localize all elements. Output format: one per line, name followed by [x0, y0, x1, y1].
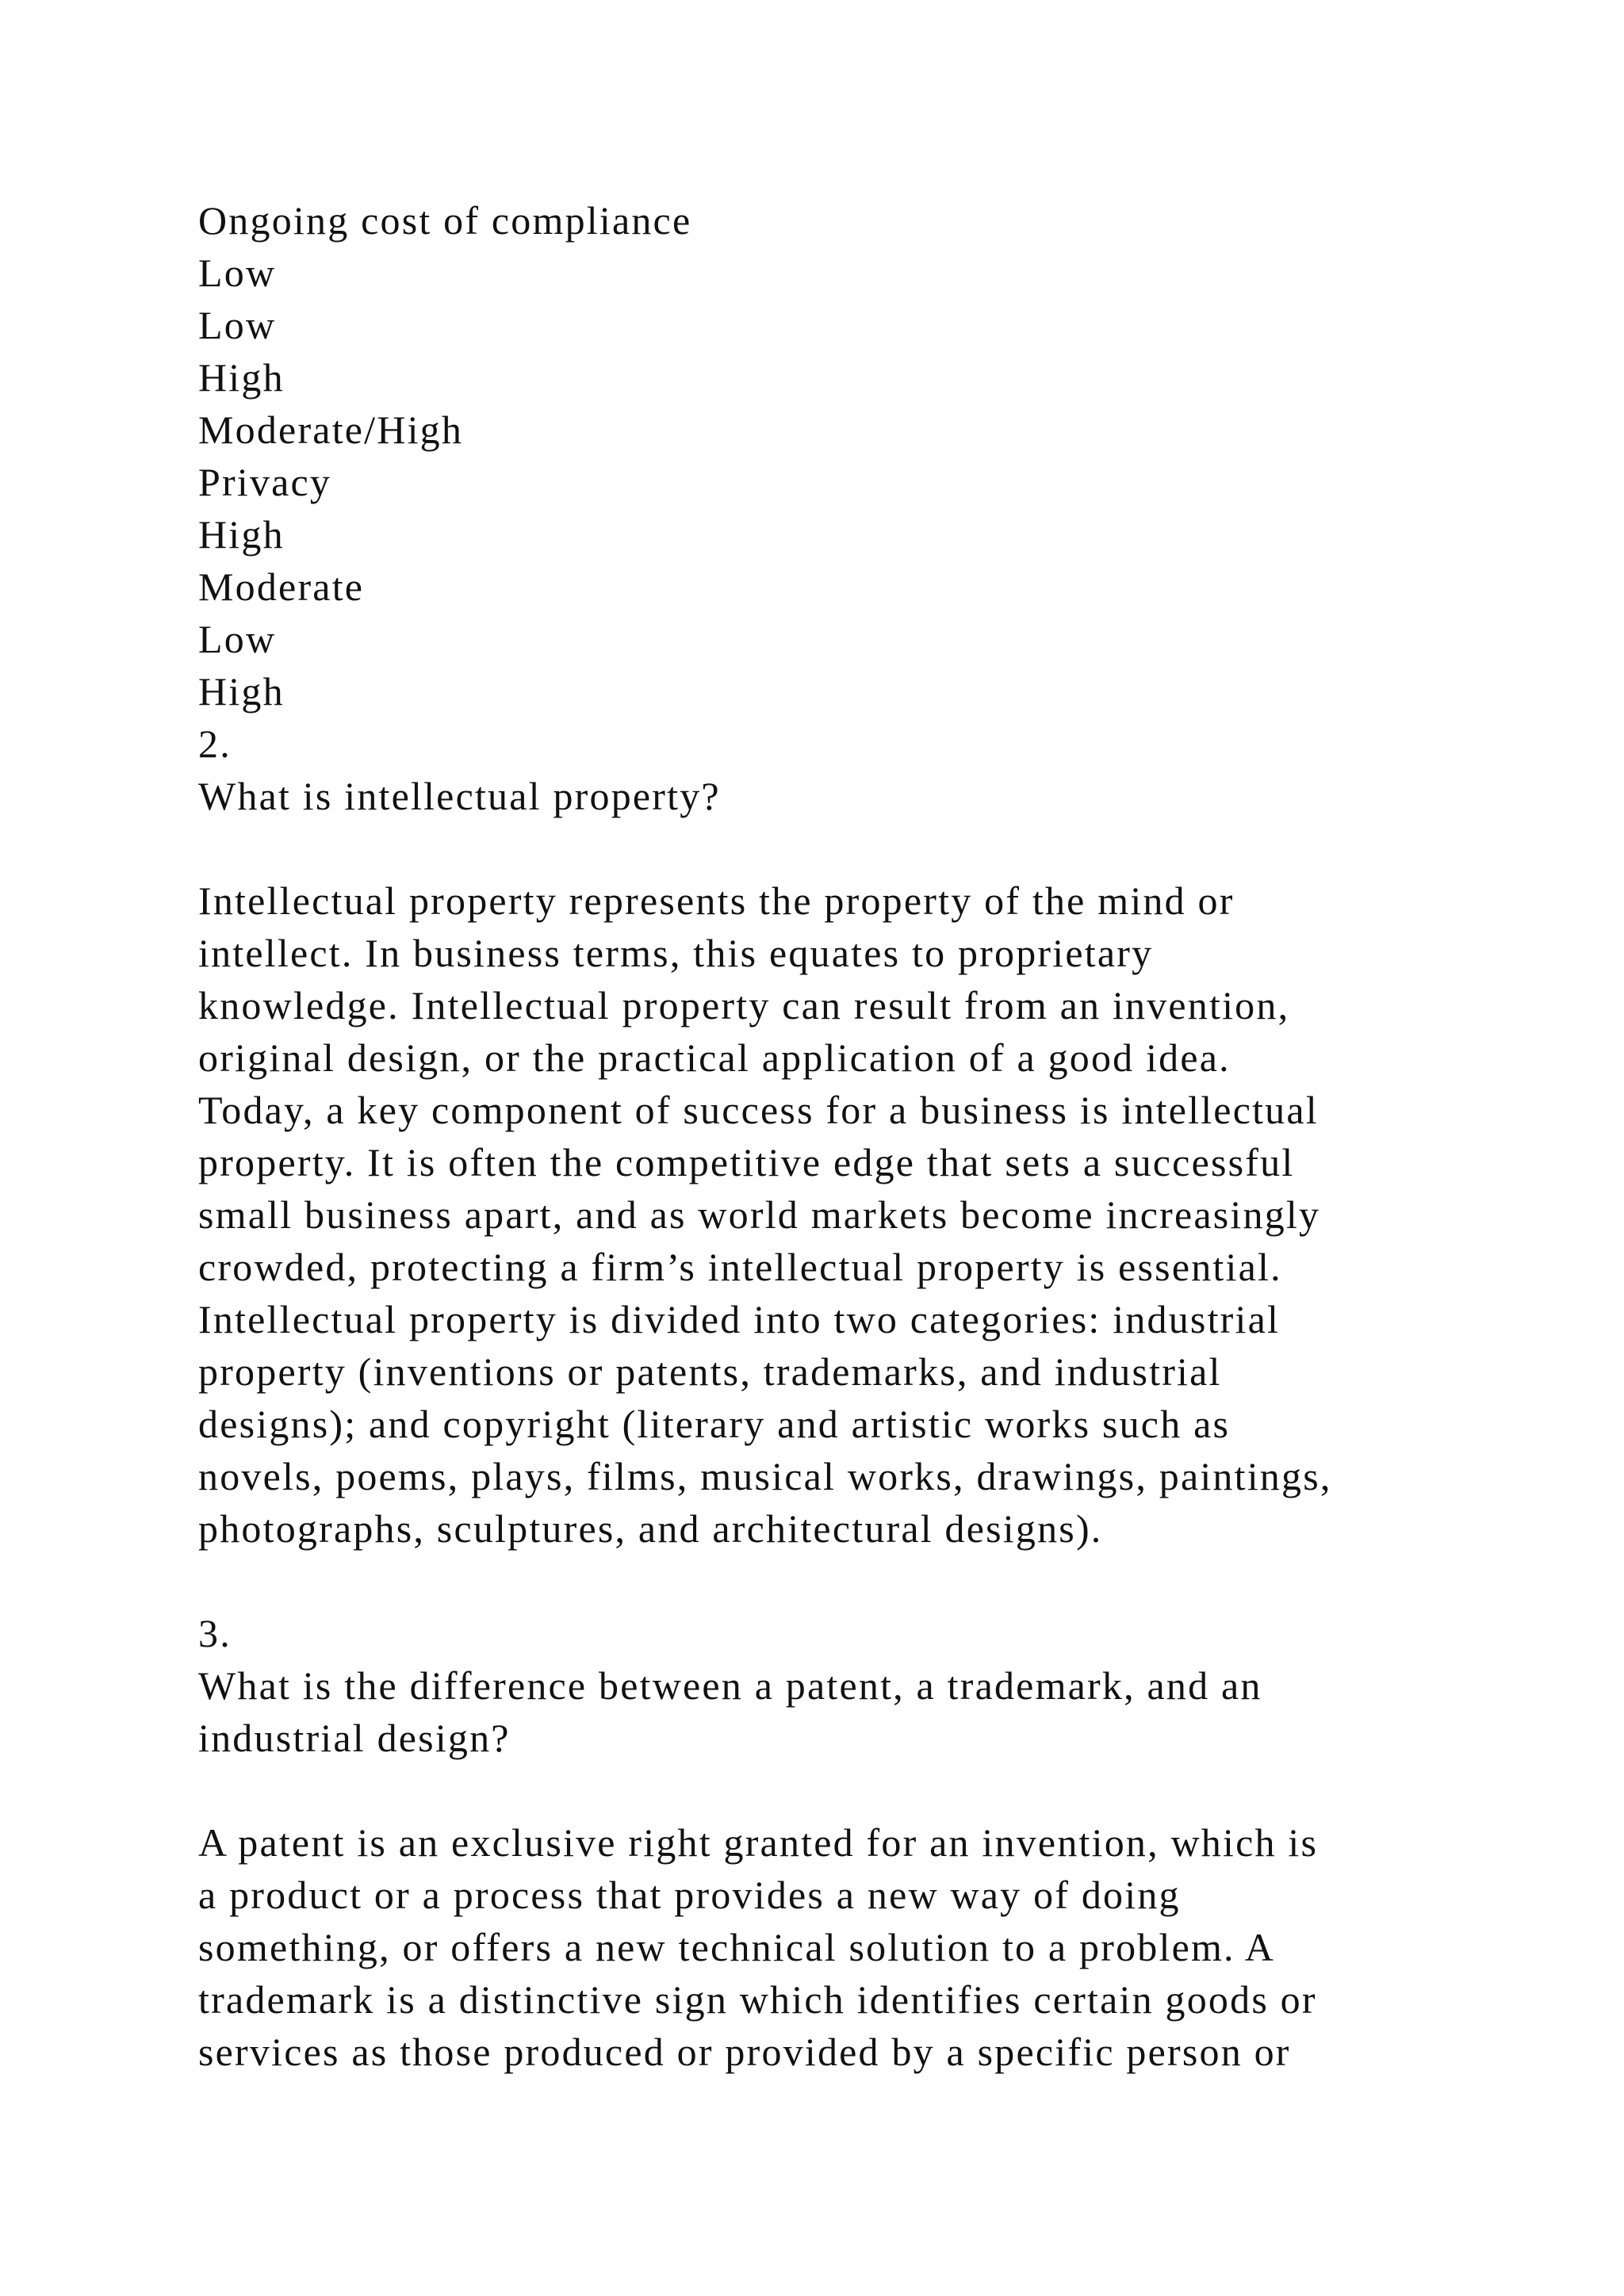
- paragraph-line: small business apart, and as world markets become increasingly: [198, 1192, 1321, 1237]
- question-heading: What is intellectual property?: [198, 774, 721, 818]
- paragraph-line: Intellectual property is divided into two categories: industrial: [198, 1297, 1281, 1341]
- paragraph-line: designs); and copyright (literary and artistic works such as: [198, 1402, 1231, 1446]
- paragraph-line: A patent is an exclusive right granted for an invention, which is: [198, 1820, 1319, 1865]
- text-line: Low: [198, 303, 277, 347]
- paragraph-line: something, or offers a new technical solution to a problem. A: [198, 1925, 1276, 1969]
- paragraph-line: original design, or the practical application of a good idea.: [198, 1035, 1231, 1080]
- blank-line: [198, 822, 1499, 874]
- paragraph-line: property. It is often the competitive edge that sets a successful: [198, 1140, 1295, 1184]
- blank-line: [198, 1555, 1499, 1607]
- paragraph-line: novels, poems, plays, films, musical works, drawings, paintings,: [198, 1454, 1332, 1498]
- paragraph-line: crowded, protecting a firm’s intellectual property is essential.: [198, 1245, 1282, 1289]
- paragraph-line: trademark is a distinctive sign which identifies certain goods or: [198, 1977, 1317, 2022]
- text-line: High: [198, 355, 285, 400]
- section-number: 2.: [198, 721, 232, 766]
- paragraph-line: services as those produced or provided by a specific person or: [198, 2030, 1291, 2074]
- text-line: High: [198, 512, 285, 557]
- text-line: Low: [198, 617, 277, 661]
- text-line: Ongoing cost of compliance: [198, 198, 692, 243]
- text-line: High: [198, 669, 285, 714]
- paragraph-line: intellect. In business terms, this equates to proprietary: [198, 931, 1154, 975]
- paragraph-line: Intellectual property represents the property of the mind or: [198, 878, 1235, 923]
- blank-line: [198, 1764, 1499, 1816]
- text-line: Privacy: [198, 460, 332, 504]
- paragraph-line: photographs, sculptures, and architectural designs).: [198, 1506, 1103, 1551]
- question-heading: What is the difference between a patent, a trademark, and an: [198, 1663, 1262, 1708]
- question-heading: industrial design?: [198, 1716, 511, 1760]
- document-text: [198, 194, 1499, 2078]
- text-line: Low: [198, 251, 277, 295]
- text-line: Moderate/High: [198, 408, 464, 452]
- paragraph-line: property (inventions or patents, trademarks, and industrial: [198, 1349, 1222, 1394]
- text-line: Moderate: [198, 564, 365, 609]
- paragraph-line: knowledge. Intellectual property can result from an invention,: [198, 983, 1290, 1027]
- paragraph-line: a product or a process that provides a new way of doing: [198, 1873, 1181, 1917]
- section-number: 3.: [198, 1611, 232, 1655]
- paragraph-line: Today, a key component of success for a business is intellectual: [198, 1088, 1319, 1132]
